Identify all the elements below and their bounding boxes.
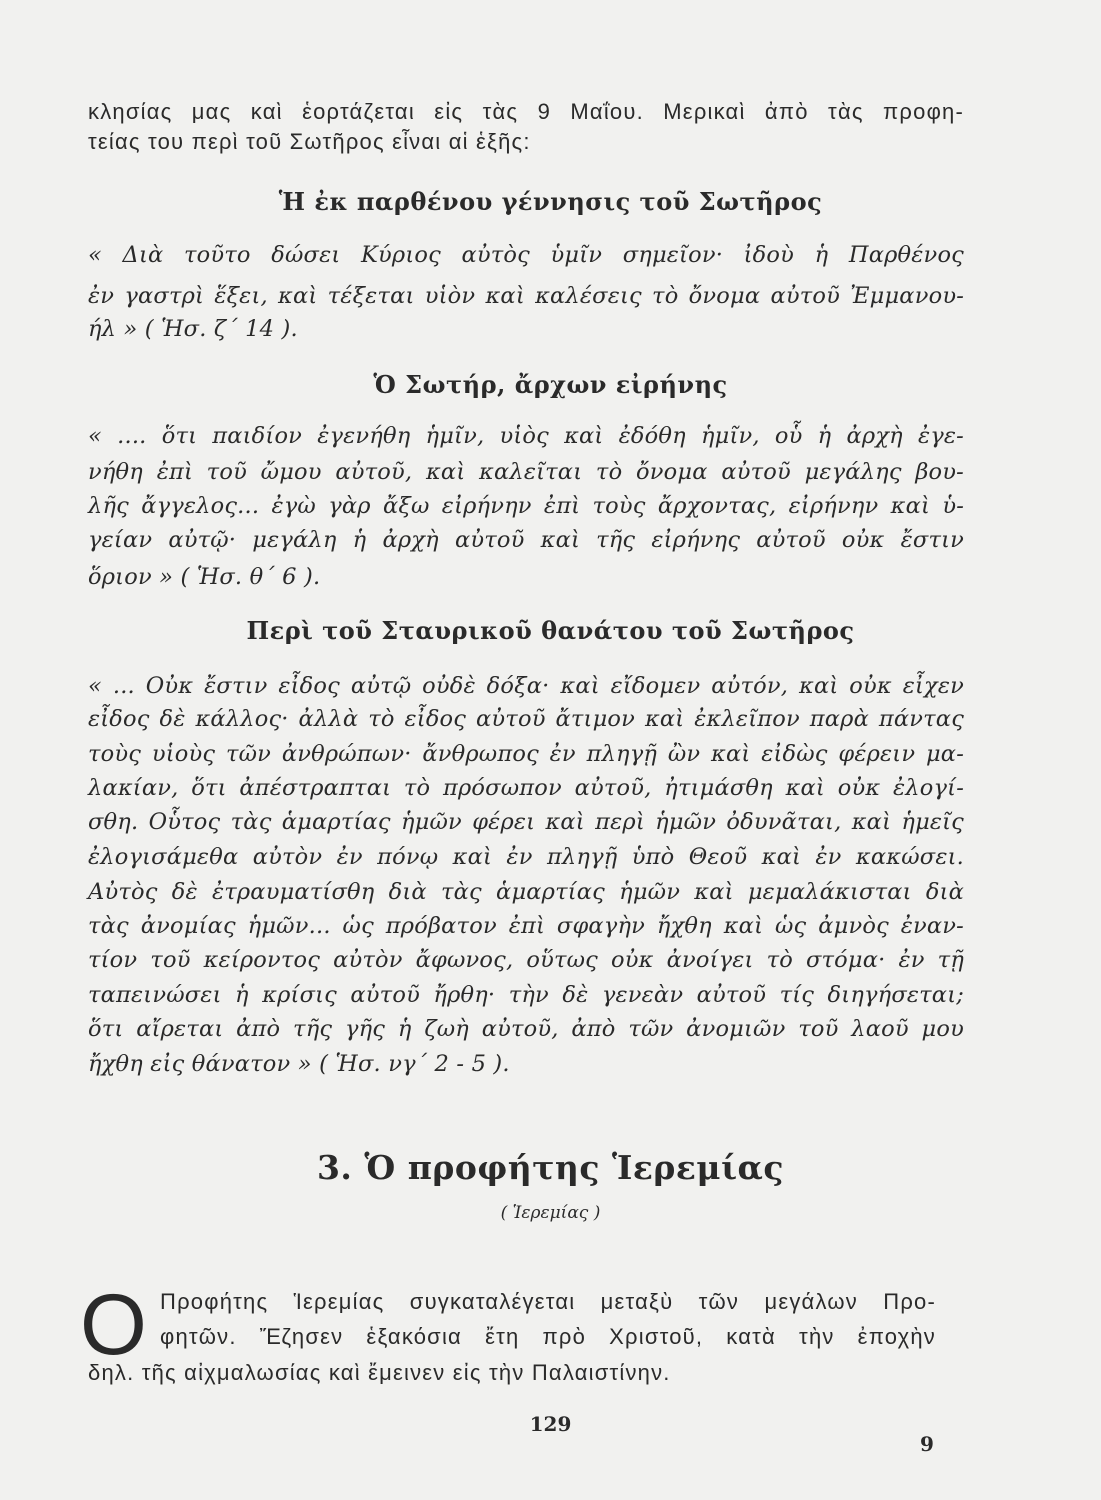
section1-line-3: ήλ » ( Ἡσ. ζ΄ 14 ). xyxy=(88,316,298,342)
section3-line-12: ἤχθη εἰς θάνατον » ( Ἡσ. νγ΄ 2 - 5 ). xyxy=(88,1051,510,1077)
section3-line-3: τοὺς υἱοὺς τῶν ἀνθρώπων· ἄνθρωπος ἐν πληγῇ ὢν καὶ εἰδὼς φέρειν μα- xyxy=(88,741,964,767)
section3-line-7: Αὐτὸς δὲ ἐτραυματίσθη διὰ τὰς ἁμαρτίας ἡμῶν καὶ μεμαλάκισται διὰ xyxy=(88,879,964,905)
chapter-subtitle: ( Ἱερεμίας ) xyxy=(500,1203,601,1223)
closing-line-1: Προφήτης Ἱερεμίας συγκαταλέγεται μεταξὺ τῶν μεγάλων Προ- xyxy=(160,1289,936,1314)
section1-line-1: « Διὰ τοῦτο δώσει Κύριος αὐτὸς ὑμῖν σημεῖον· ἰδοὺ ἡ Παρθένος xyxy=(88,242,964,268)
section2-line-5: ὅριον » ( Ἡσ. θ΄ 6 ). xyxy=(88,564,321,590)
chapter-title: 3. Ὁ προφήτης Ἱερεμίας xyxy=(316,1148,785,1187)
section-heading-crucifixion: Περὶ τοῦ Σταυρικοῦ θανάτου τοῦ Σωτῆρος xyxy=(246,616,855,645)
section-heading-prince-of-peace: Ὁ Σωτήρ, ἄρχων εἰρήνης xyxy=(373,370,728,399)
closing-line-2: φητῶν. Ἔζησεν ἑξακόσια ἔτη πρὸ Χριστοῦ, κατὰ τὴν ἐποχὴν xyxy=(160,1324,936,1349)
section-heading-virgin-birth: Ἡ ἐκ παρθένου γέννησις τοῦ Σωτῆρος xyxy=(278,187,823,216)
section2-line-2: νήθη ἐπὶ τοῦ ὤμου αὐτοῦ, καὶ καλεῖται τὸ ὄνομα αὐτοῦ μεγάλης βου- xyxy=(88,459,964,485)
section2-line-1: « .... ὅτι παιδίον ἐγενήθη ἡμῖν, υἱὸς καὶ ἐδόθη ἡμῖν, οὗ ἡ ἀρχὴ ἐγε- xyxy=(88,423,964,449)
section3-line-9: τίον τοῦ κείροντος αὐτὸν ἄφωνος, οὕτως οὐκ ἀνοίγει τὸ στόμα· ἐν τῇ xyxy=(88,947,964,973)
intro-line-1: κλησίας μας καὶ ἑορτάζεται εἰς τὰς 9 Μαΐου. Μερικαὶ ἀπὸ τὰς προφη- xyxy=(88,99,964,124)
section3-line-6: ἐλογισάμεθα αὐτὸν ἐν πόνῳ καὶ ἐν πληγῇ ὑπὸ Θεοῦ καὶ ἐν κακώσει. xyxy=(88,844,964,870)
signature-mark: 9 xyxy=(920,1432,934,1456)
page-number: 129 xyxy=(529,1412,572,1436)
section3-line-8: τὰς ἀνομίας ἡμῶν... ὡς πρόβατον ἐπὶ σφαγὴν ἤχθη καὶ ὡς ἀμνὸς ἐναν- xyxy=(88,913,964,939)
drop-cap: Ο xyxy=(80,1277,147,1373)
section2-line-3: λῆς ἄγγελος... ἐγὼ γὰρ ἄξω εἰρήνην ἐπὶ τοὺς ἄρχοντας, εἰρήνην καὶ ὑ- xyxy=(88,493,964,519)
section2-line-4: γείαν αὐτῷ· μεγάλη ἡ ἀρχὴ αὐτοῦ καὶ τῆς εἰρήνης αὐτοῦ οὐκ ἔστιν xyxy=(88,527,964,553)
section3-line-4: λακίαν, ὅτι ἀπέστραπται τὸ πρόσωπον αὐτοῦ, ἠτιμάσθη καὶ οὐκ ἐλογί- xyxy=(88,775,964,801)
section3-line-2: εἶδος δὲ κάλλος· ἀλλὰ τὸ εἶδος αὐτοῦ ἄτιμον καὶ ἐκλεῖπον παρὰ πάντας xyxy=(88,706,964,732)
section3-line-11: ὅτι αἴρεται ἀπὸ τῆς γῆς ἡ ζωὴ αὐτοῦ, ἀπὸ τῶν ἀνομιῶν τοῦ λαοῦ μου xyxy=(88,1016,964,1042)
section3-line-5: σθη. Οὗτος τὰς ἁμαρτίας ἡμῶν φέρει καὶ περὶ ἡμῶν ὀδυνᾶται, καὶ ἡμεῖς xyxy=(88,809,964,835)
closing-line-3: δηλ. τῆς αἰχμαλωσίας καὶ ἔμεινεν εἰς τὴν Παλαιστίνην. xyxy=(88,1360,671,1385)
intro-line-2: τείας του περὶ τοῦ Σωτῆρος εἶναι αἱ ἑξῆς: xyxy=(88,129,531,154)
section1-line-2: ἐν γαστρὶ ἕξει, καὶ τέξεται υἱὸν καὶ καλέσεις τὸ ὄνομα αὐτοῦ Ἐμμανου- xyxy=(88,283,964,309)
section3-line-1: « ... Οὐκ ἔστιν εἶδος αὐτῷ οὐδὲ δόξα· καὶ εἴδομεν αὐτόν, καὶ οὐκ εἶχεν xyxy=(88,673,964,699)
section3-line-10: ταπεινώσει ἡ κρίσις αὐτοῦ ἤρθη· τὴν δὲ γενεὰν αὐτοῦ τίς διηγήσεται; xyxy=(88,982,964,1008)
